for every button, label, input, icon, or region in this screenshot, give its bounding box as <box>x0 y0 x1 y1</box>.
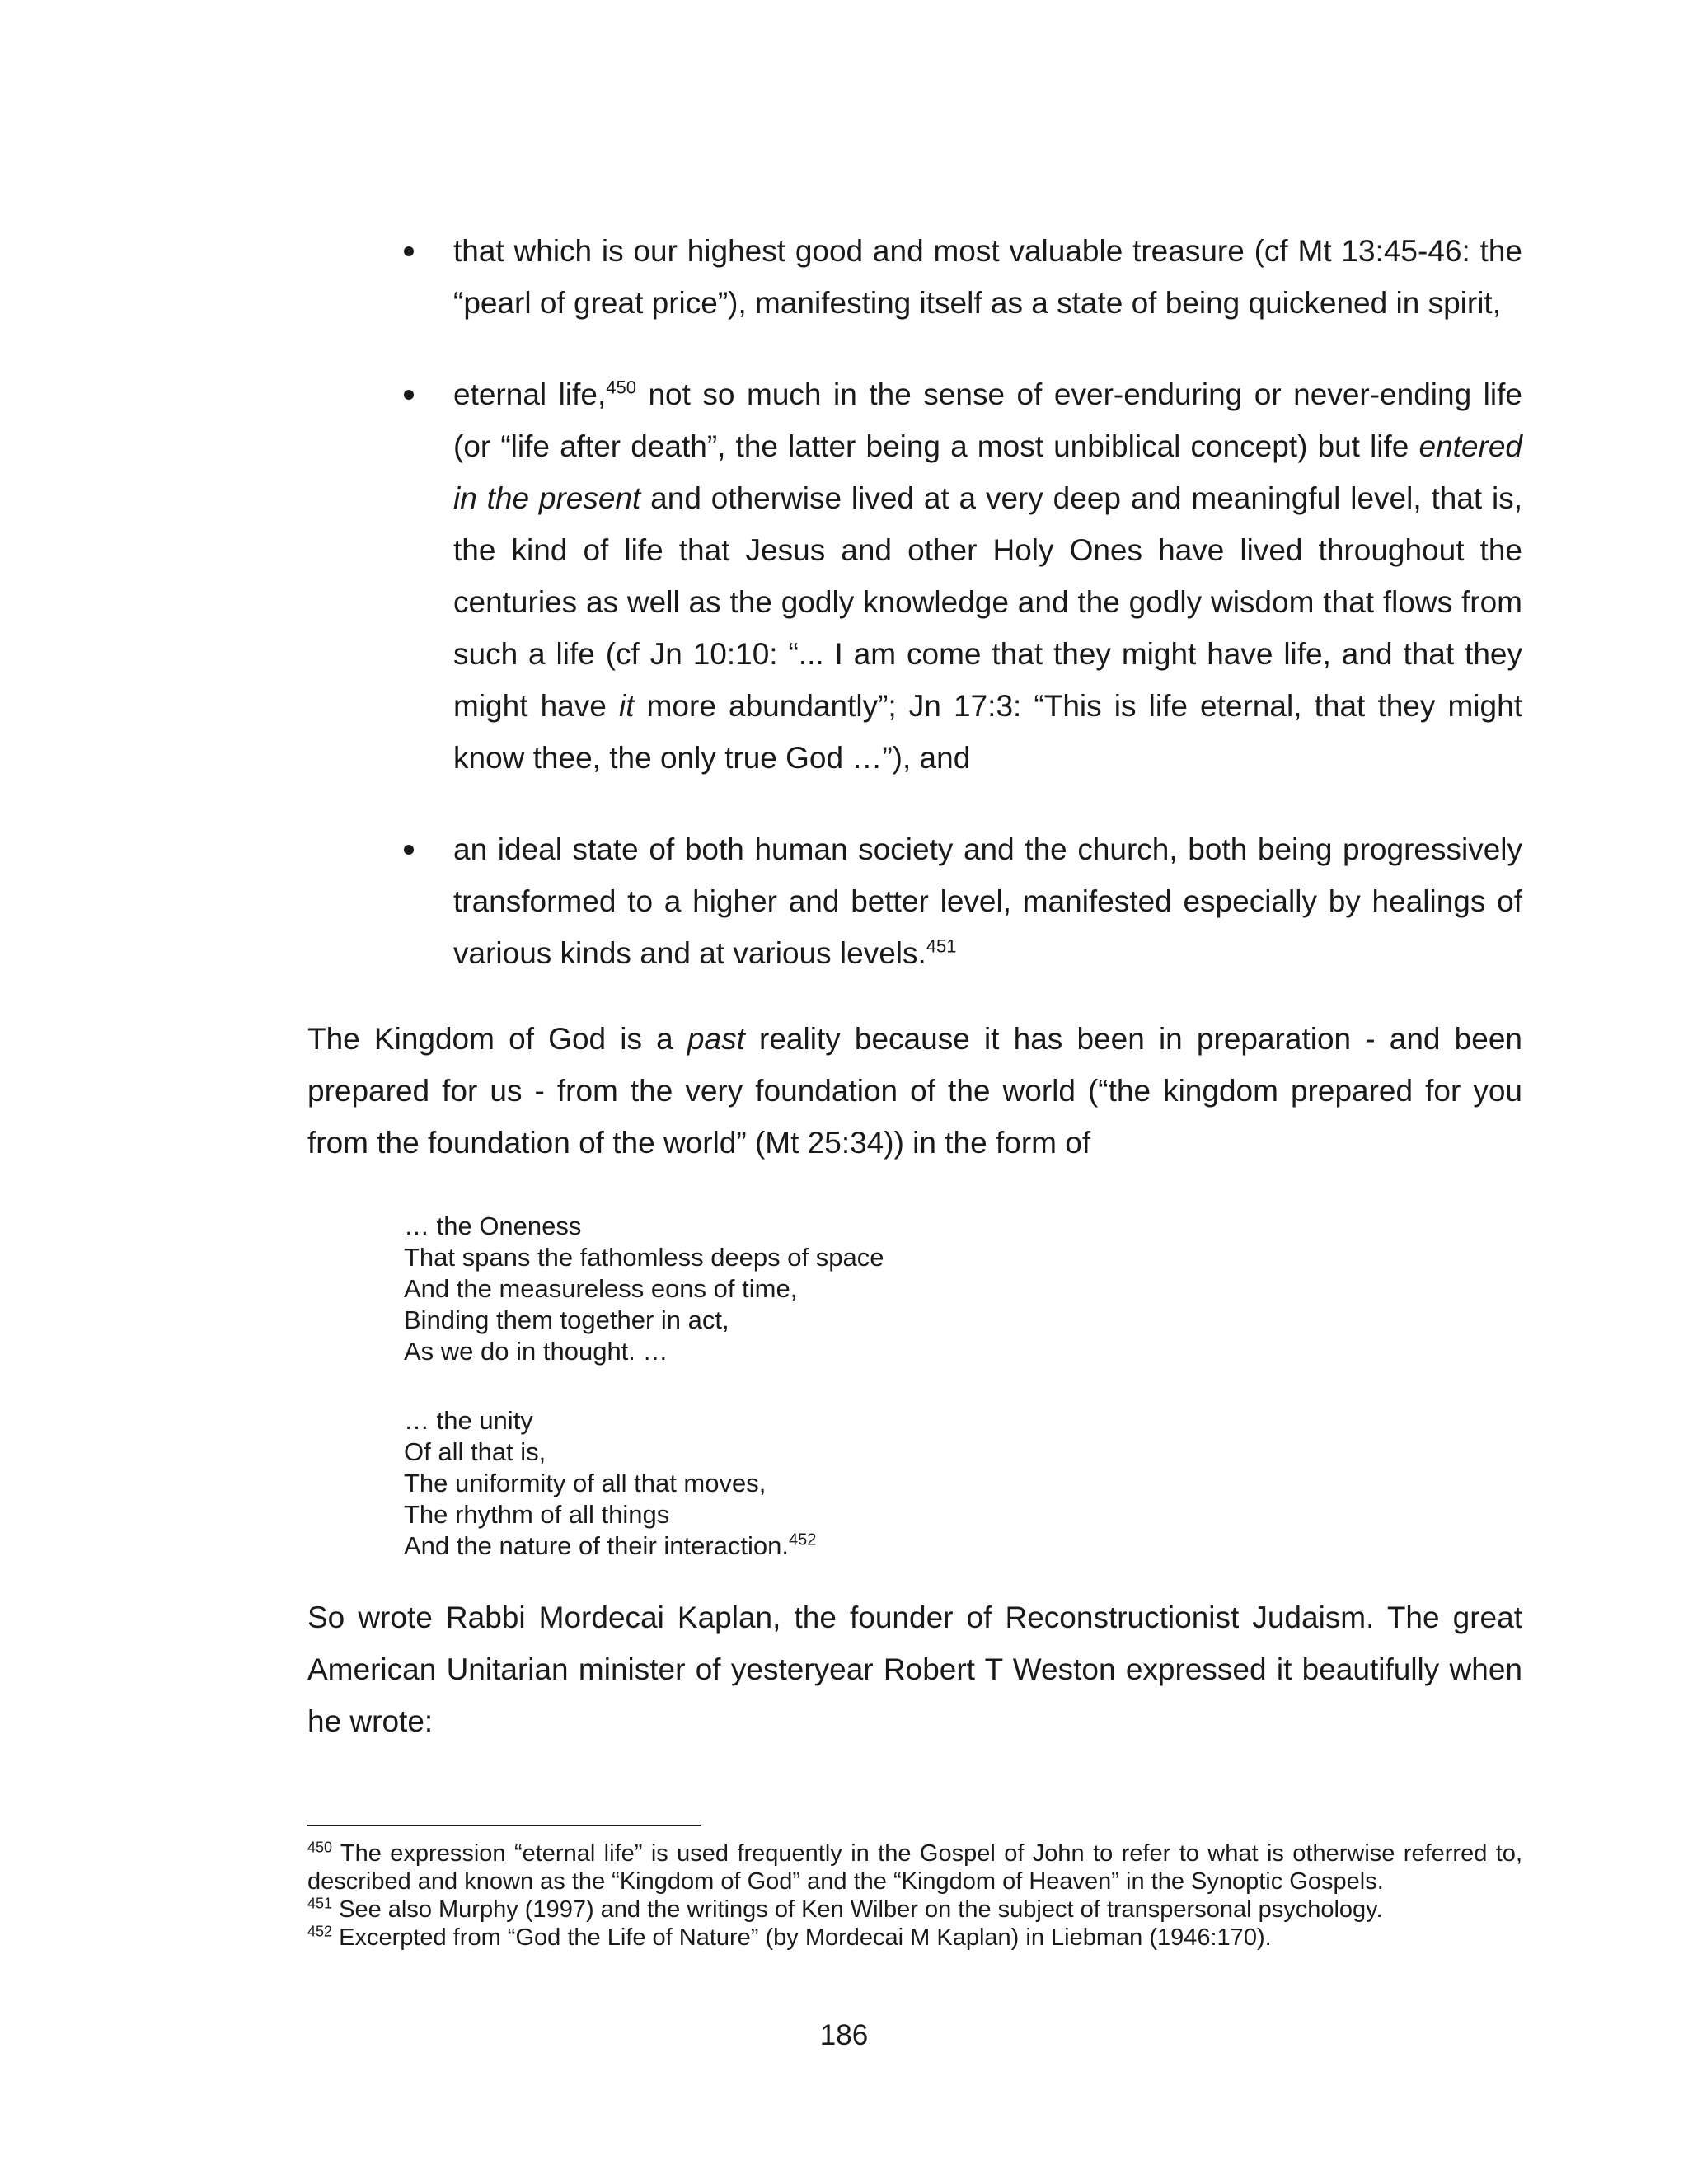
footnote-ref: 452 <box>789 1530 817 1549</box>
bullet-text-part: an ideal state of both human society and the church, both being progressively transformed to a higher and better level, manifested especially by healings of various kinds and at various levels. <box>453 832 1522 970</box>
footnote-number: 452 <box>307 1923 333 1940</box>
footnote-number: 450 <box>307 1839 333 1856</box>
quote-line: Of all that is, <box>404 1437 546 1466</box>
footnote <box>307 1924 1522 1952</box>
quote-line: … the Oneness <box>404 1212 582 1240</box>
paragraph-text: The Kingdom of God is a <box>307 1022 687 1056</box>
block-quote-stanza <box>404 1211 1311 1367</box>
footnote-text: Excerpted from “God the Life of Nature” (by Mordecai M Kaplan) in Liebman (1946:170). <box>332 1924 1272 1951</box>
bullet-dot-icon <box>404 246 414 256</box>
quote-line: The uniformity of all that moves, <box>404 1469 767 1497</box>
body-paragraph: So wrote Rabbi Mordecai Kaplan, the founder of Reconstructionist Judaism. The great American Unitarian minister of yesteryear Robert T Weston expressed it beautifully when he wrote: <box>307 1601 1522 1738</box>
page-number: 186 <box>819 2019 869 2051</box>
footnote <box>307 1896 1522 1924</box>
bullet-text: that which is our highest good and most valuable treasure (cf Mt 13:45-46: the “pearl of great price”), manifesting itself as a state of being quickened in spirit, <box>453 234 1522 320</box>
quote-line: As we do in thought. … <box>404 1337 668 1366</box>
bullet-dot-icon <box>404 845 414 855</box>
bullet-text-part: and otherwise lived at a very deep and meaningful level, that is, the kind of life that Jesus and other Holy Ones have lived throughout the centuries as well as the godly knowledge and the godly wisdom that flows from such a life (cf Jn 10:10: “... I am come that they might have life, and that they might have <box>453 481 1522 723</box>
body-paragraph <box>307 1013 1522 1169</box>
block-quote-stanza <box>404 1405 1311 1562</box>
bullet-text-part: more abundantly”; Jn 17:3: “This is life eternal, that they might know thee, the only true God …”), and <box>453 689 1522 775</box>
bullet-item <box>404 225 1522 329</box>
footnote-text: The expression “eternal life” is used frequently in the Gospel of John to refer to what is otherwise referred to, described and known as the “Kingdom of God” and the “Kingdom of Heaven” in the Synoptic Gospels. <box>307 1840 1522 1895</box>
bullet-text-part: eternal life, <box>453 377 607 411</box>
footnotes <box>307 1840 1522 1952</box>
quote-line: Binding them together in act, <box>404 1305 729 1334</box>
footnote-text: See also Murphy (1997) and the writings of Ken Wilber on the subject of transpersonal psychology. <box>332 1896 1383 1923</box>
bullet-dot-icon <box>404 390 414 400</box>
bullet-text-italic: entered in the present <box>453 429 1522 515</box>
footnote-divider <box>307 1825 701 1826</box>
footnote <box>307 1840 1522 1896</box>
bullet-list <box>404 225 1522 1019</box>
quote-line: … the unity <box>404 1406 533 1435</box>
footnote-number: 451 <box>307 1895 333 1912</box>
footnote-ref: 450 <box>606 377 636 398</box>
quote-line-text: And the nature of their interaction. <box>404 1531 790 1560</box>
bullet-item <box>404 823 1522 979</box>
bullet-item <box>404 368 1522 784</box>
quote-line: That spans the fathomless deeps of space <box>404 1243 884 1272</box>
quote-line: And the measureless eons of time, <box>404 1274 798 1303</box>
footnote-ref: 451 <box>926 935 957 957</box>
paragraph-italic: past <box>687 1022 745 1056</box>
bullet-text <box>453 823 1522 979</box>
bullet-text-part: not so much in the sense of ever-enduring or never-ending life (or “life after death”, the latter being a most unbiblical concept) but life <box>453 377 1522 463</box>
bullet-text-italic: it <box>618 689 635 723</box>
paragraph-text: reality because it has been in preparation - and been prepared for us - from the very foundation of the world (“the kingdom prepared for you from the foundation of the world” (Mt 25:34)) in the form of <box>307 1022 1522 1160</box>
bullet-text <box>453 368 1522 784</box>
quote-line <box>404 1530 1311 1562</box>
quote-line: The rhythm of all things <box>404 1500 670 1529</box>
